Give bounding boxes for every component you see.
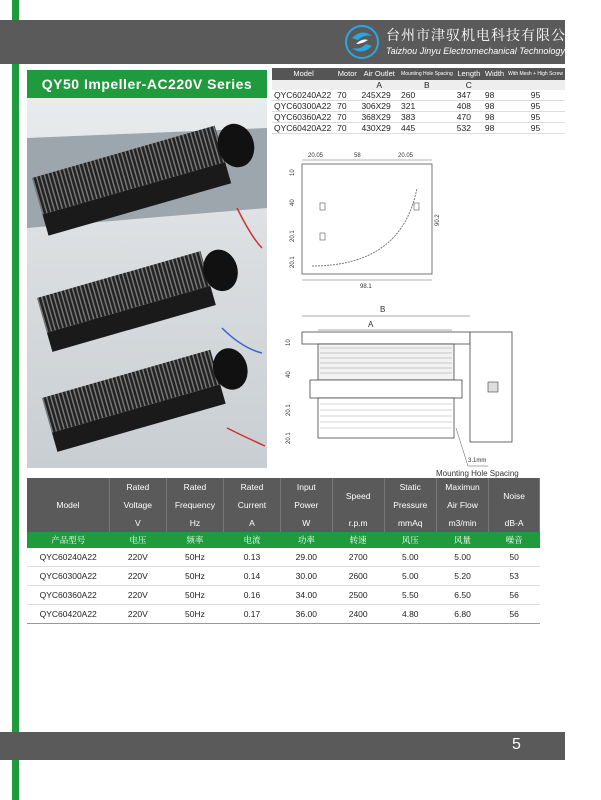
table-row	[272, 90, 565, 101]
series-title: QY50 Impeller-AC220V Series	[27, 70, 267, 98]
spec-header: Input	[280, 478, 332, 496]
spec-header: Power	[280, 496, 332, 514]
table-row	[27, 567, 540, 586]
dimensions-table	[272, 68, 565, 134]
dim-cell: 368X29	[359, 112, 399, 123]
spec-cell: 220V	[109, 586, 166, 605]
spec-cn-label: 频率	[166, 532, 223, 548]
dim-label: B	[380, 305, 386, 314]
spec-header: Frequency	[166, 496, 223, 514]
dim-header: With Mesh + High Screw	[506, 68, 565, 80]
spec-header: Pressure	[384, 496, 436, 514]
dim-label: 20.05	[398, 153, 414, 159]
spec-cell: 5.20	[436, 567, 488, 586]
dim-cell: 321	[399, 101, 455, 112]
spec-cell: 220V	[109, 605, 166, 624]
table-row	[27, 605, 540, 624]
spec-cn-label: 功率	[280, 532, 332, 548]
dim-sub	[335, 80, 359, 90]
dim-sub: C	[455, 80, 483, 90]
spec-cell: 0.13	[224, 548, 281, 567]
spec-cell: 6.50	[436, 586, 488, 605]
drawing-caption: Mounting Hole Spacing	[436, 469, 519, 478]
dim-label: 20.1	[286, 404, 292, 416]
spec-cell: 5.00	[436, 548, 488, 567]
spec-cell: QYC60240A22	[27, 548, 109, 567]
table-row	[272, 112, 565, 123]
dim-header: Width	[484, 69, 505, 78]
spec-unit: r.p.m	[332, 514, 384, 532]
spec-cell: 50Hz	[166, 586, 223, 605]
page-number: 5	[512, 736, 521, 753]
spec-cell: 0.16	[224, 586, 281, 605]
spec-header: Current	[224, 496, 281, 514]
spec-unit: m3/min	[436, 514, 488, 532]
table-row	[272, 123, 565, 134]
spec-cn-label: 风量	[436, 532, 488, 548]
table-row	[27, 586, 540, 605]
dim-cell: QYC60300A22	[272, 101, 335, 112]
spec-cell: 2500	[332, 586, 384, 605]
company-logo-icon	[344, 24, 380, 60]
spec-header-row-1	[27, 478, 540, 496]
spec-header: Static	[384, 478, 436, 496]
spec-cell: 50	[489, 548, 540, 567]
fan-illustration-icon	[27, 98, 267, 468]
dim-label: 10	[290, 169, 296, 176]
dim-cell: 70	[335, 101, 359, 112]
spec-cell: 2400	[332, 605, 384, 624]
dim-cell: 98	[483, 112, 506, 123]
dim-cell: 95	[506, 112, 565, 123]
spec-cell: QYC60420A22	[27, 605, 109, 624]
dim-label: 10	[286, 339, 292, 346]
table-row	[27, 548, 540, 567]
dim-cell: 470	[455, 112, 483, 123]
dim-cell: 260	[399, 90, 455, 101]
spec-cell: 50Hz	[166, 605, 223, 624]
dim-cell: 383	[399, 112, 455, 123]
dim-label: 20.1	[286, 432, 292, 444]
dim-annotation: 3.1mm	[468, 458, 487, 464]
dim-header: Mounting Hole Spacing	[399, 68, 455, 80]
spec-cell: 53	[489, 567, 540, 586]
spec-header: Speed	[332, 478, 384, 514]
dimensions-header-row	[272, 68, 565, 80]
spec-cell: 0.17	[224, 605, 281, 624]
spec-header: Rated	[224, 478, 281, 496]
spec-cell: 50Hz	[166, 567, 223, 586]
side-profile-drawing	[282, 148, 442, 290]
dim-cell: 70	[335, 112, 359, 123]
spec-table	[27, 478, 540, 624]
dim-header: Model	[272, 68, 335, 80]
spec-cell: 6.80	[436, 605, 488, 624]
spec-cell: 50Hz	[166, 548, 223, 567]
spec-cell: 29.00	[280, 548, 332, 567]
spec-unit: W	[280, 514, 332, 532]
dim-header: Length	[455, 68, 483, 80]
dim-cell: 445	[399, 123, 455, 134]
dim-sub	[483, 80, 506, 90]
spec-cell: 220V	[109, 548, 166, 567]
dim-sub	[272, 80, 335, 90]
spec-cell: 0.14	[224, 567, 281, 586]
dim-label: 20.05	[308, 153, 324, 159]
footer-band	[0, 732, 565, 760]
dim-cell: 306X29	[359, 101, 399, 112]
spec-unit: dB-A	[489, 514, 540, 532]
dim-label: 40	[286, 371, 292, 378]
spec-cell: 56	[489, 586, 540, 605]
spec-cn-label: 噪音	[489, 532, 540, 548]
spec-cell: 36.00	[280, 605, 332, 624]
dim-cell: 98	[483, 90, 506, 101]
spec-header: Voltage	[109, 496, 166, 514]
dim-cell: 95	[506, 90, 565, 101]
dim-cell: QYC60360A22	[272, 112, 335, 123]
spec-cn-label: 产品型号	[27, 532, 109, 548]
dim-cell: 70	[335, 123, 359, 134]
spec-header: Rated	[109, 478, 166, 496]
dim-header: Air Outlet	[359, 68, 399, 80]
dim-label: 58	[354, 153, 361, 159]
spec-unit: Hz	[166, 514, 223, 532]
spec-header: Model	[27, 478, 109, 532]
dim-label: 20.1	[290, 256, 296, 268]
dim-cell: QYC60420A22	[272, 123, 335, 134]
dim-label: 40	[290, 199, 296, 206]
dim-cell: QYC60240A22	[272, 90, 335, 101]
spec-cn-label: 电流	[224, 532, 281, 548]
spec-cn-label: 电压	[109, 532, 166, 548]
spec-cell: 5.00	[384, 567, 436, 586]
dimensions-sub-row	[272, 80, 565, 90]
spec-cell: 5.50	[384, 586, 436, 605]
dim-label: 90.2	[435, 214, 441, 226]
dim-cell: 95	[506, 101, 565, 112]
dim-cell: 98	[483, 101, 506, 112]
spec-cell: 2600	[332, 567, 384, 586]
left-accent-bar	[12, 0, 19, 800]
spec-unit: mmAq	[384, 514, 436, 532]
spec-cn-row	[27, 532, 540, 548]
dim-cell: 532	[455, 123, 483, 134]
spec-cell: QYC60300A22	[27, 567, 109, 586]
spec-header: Maximun	[436, 478, 488, 496]
spec-unit: A	[224, 514, 281, 532]
spec-header: Noise	[489, 478, 540, 514]
dim-cell: 98	[483, 123, 506, 134]
spec-cell: 220V	[109, 567, 166, 586]
spec-cell: 30.00	[280, 567, 332, 586]
spec-cell: 34.00	[280, 586, 332, 605]
spec-cn-label: 转速	[332, 532, 384, 548]
table-row	[272, 101, 565, 112]
dim-header: Motor	[335, 68, 359, 80]
company-name-en: Taizhou Jinyu Electromechanical Technology Co., Ltd.	[386, 46, 601, 56]
dim-sub: B	[399, 80, 455, 90]
spec-cell: 56	[489, 605, 540, 624]
dim-sub: A	[359, 80, 399, 90]
spec-header: Air Flow	[436, 496, 488, 514]
spec-unit: V	[109, 514, 166, 532]
spec-cell: 2700	[332, 548, 384, 567]
spec-cell: 5.00	[384, 548, 436, 567]
spec-cn-label: 风压	[384, 532, 436, 548]
product-photo	[27, 98, 267, 468]
dim-label: A	[368, 320, 374, 329]
dim-cell: 95	[506, 123, 565, 134]
spec-cell: 4.80	[384, 605, 436, 624]
dim-sub	[506, 80, 565, 90]
dim-label: 98.1	[360, 284, 372, 290]
dim-label: 20.1	[290, 230, 296, 242]
spec-cell: QYC60360A22	[27, 586, 109, 605]
front-view-drawing	[280, 298, 530, 478]
dim-cell: 245X29	[359, 90, 399, 101]
dim-cell: 430X29	[359, 123, 399, 134]
dim-cell: 70	[335, 90, 359, 101]
dim-cell: 408	[455, 101, 483, 112]
company-name-cn: 台州市津驭机电科技有限公司	[386, 27, 581, 43]
dim-cell: 347	[455, 90, 483, 101]
spec-header: Rated	[166, 478, 223, 496]
